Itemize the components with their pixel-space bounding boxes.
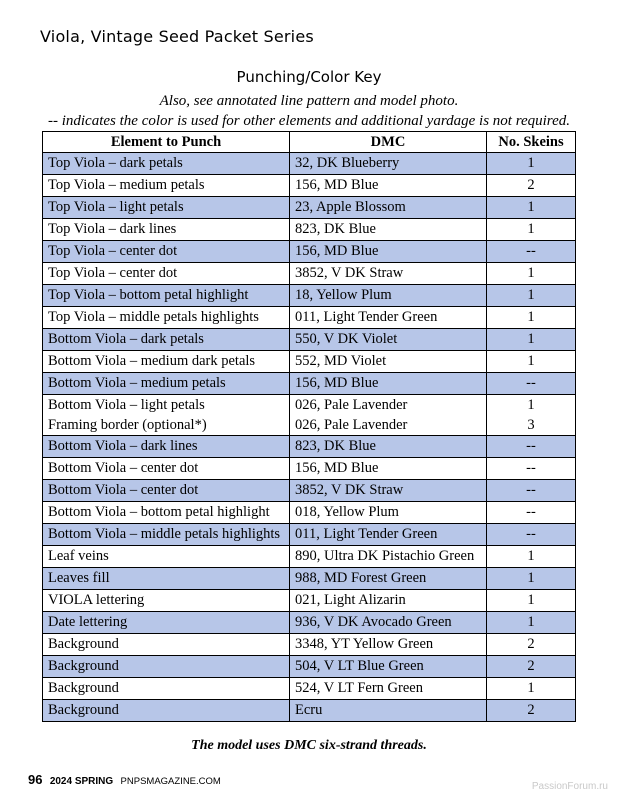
skeins-cell: 1	[487, 197, 576, 219]
dmc-cell: 3852, V DK Straw	[290, 480, 487, 502]
element-cell: Bottom Viola – medium petals	[43, 373, 290, 395]
dmc-line: 026, Pale Lavender	[295, 417, 408, 433]
table-row	[43, 175, 576, 197]
skeins-cell: --	[487, 436, 576, 458]
dmc-cell: Ecru	[290, 700, 487, 722]
dmc-cell: 23, Apple Blossom	[290, 197, 487, 219]
dmc-cell: 890, Ultra DK Pistachio Green	[290, 546, 487, 568]
dmc-cell: 504, V LT Blue Green	[290, 656, 487, 678]
element-cell: Top Viola – middle petals highlights	[43, 307, 290, 329]
skeins-cell: 1	[487, 153, 576, 175]
element-cell: Background	[43, 656, 290, 678]
page-number: 96	[28, 772, 43, 787]
element-cell: Leaves fill	[43, 568, 290, 590]
site-url: PNPSMAGAZINE.COM	[120, 776, 221, 787]
table-row	[43, 219, 576, 241]
element-cell: Top Viola – bottom petal highlight	[43, 285, 290, 307]
dmc-cell: 552, MD Violet	[290, 351, 487, 373]
table-row	[43, 678, 576, 700]
skeins-cell: 2	[487, 634, 576, 656]
element-cell: Date lettering	[43, 612, 290, 634]
element-cell: Bottom Viola – medium dark petals	[43, 351, 290, 373]
skeins-line: 1	[527, 397, 535, 413]
skeins-cell: 1	[487, 678, 576, 700]
table-row-combined	[43, 395, 576, 436]
skeins-cell: 1	[487, 546, 576, 568]
element-cell: Bottom Viola – bottom petal highlight	[43, 502, 290, 524]
dmc-cell: 823, DK Blue	[290, 436, 487, 458]
table-row	[43, 436, 576, 458]
intro-note: Also, see annotated line pattern and model photo.	[159, 93, 459, 109]
element-line: Bottom Viola – light petals	[48, 397, 205, 413]
key-title: Punching/Color Key	[236, 68, 382, 86]
dmc-cell: 156, MD Blue	[290, 175, 487, 197]
element-cell: Top Viola – center dot	[43, 241, 290, 263]
dmc-cell: 011, Light Tender Green	[290, 524, 487, 546]
table-row	[43, 480, 576, 502]
table-row	[43, 153, 576, 175]
element-cell: Leaf veins	[43, 546, 290, 568]
dmc-cell: 550, V DK Violet	[290, 329, 487, 351]
table-row	[43, 197, 576, 219]
element-cell: Background	[43, 700, 290, 722]
element-cell: Bottom Viola – middle petals highlights	[43, 524, 290, 546]
dmc-cell: 011, Light Tender Green	[290, 307, 487, 329]
table-row	[43, 458, 576, 480]
table-row	[43, 351, 576, 373]
dmc-cell: 524, V LT Fern Green	[290, 678, 487, 700]
skeins-cell: --	[487, 502, 576, 524]
skeins-cell: 1	[487, 307, 576, 329]
table-row	[43, 590, 576, 612]
element-cell: Background	[43, 678, 290, 700]
element-cell: Background	[43, 634, 290, 656]
skeins-cell: 1	[487, 568, 576, 590]
table-row	[43, 373, 576, 395]
element-cell: Bottom Viola – dark petals	[43, 329, 290, 351]
skeins-cell: 2	[487, 175, 576, 197]
element-cell: Bottom Viola – dark lines	[43, 436, 290, 458]
page-footer	[28, 772, 221, 787]
element-cell: Top Viola – medium petals	[43, 175, 290, 197]
skeins-cell: 1	[487, 329, 576, 351]
element-cell	[43, 395, 290, 436]
series-title: Viola, Vintage Seed Packet Series	[40, 27, 314, 46]
dmc-cell: 021, Light Alizarin	[290, 590, 487, 612]
table-row	[43, 329, 576, 351]
table-row	[43, 612, 576, 634]
watermark: PassionForum.ru	[531, 781, 608, 792]
skeins-cell	[487, 395, 576, 436]
dmc-cell: 988, MD Forest Green	[290, 568, 487, 590]
dmc-cell: 3852, V DK Straw	[290, 263, 487, 285]
skeins-cell: 2	[487, 700, 576, 722]
element-line: Framing border (optional*)	[48, 417, 207, 433]
dmc-cell	[290, 395, 487, 436]
dmc-cell: 32, DK Blueberry	[290, 153, 487, 175]
skeins-cell: 1	[487, 219, 576, 241]
header-element: Element to Punch	[43, 132, 290, 153]
dmc-cell: 823, DK Blue	[290, 219, 487, 241]
skeins-cell: --	[487, 373, 576, 395]
skeins-cell: --	[487, 480, 576, 502]
element-cell: Top Viola – center dot	[43, 263, 290, 285]
skeins-line: 3	[527, 417, 535, 433]
skeins-cell: --	[487, 524, 576, 546]
skeins-cell: --	[487, 241, 576, 263]
dmc-cell: 156, MD Blue	[290, 458, 487, 480]
skeins-cell: 1	[487, 351, 576, 373]
table-header-row	[43, 132, 576, 153]
issue-label: 2024 SPRING	[49, 776, 114, 787]
table-row	[43, 502, 576, 524]
dmc-cell: 156, MD Blue	[290, 241, 487, 263]
table-row	[43, 546, 576, 568]
element-cell: VIOLA lettering	[43, 590, 290, 612]
thread-footnote: The model uses DMC six-strand threads.	[191, 738, 427, 753]
dmc-cell: 3348, YT Yellow Green	[290, 634, 487, 656]
table-row	[43, 263, 576, 285]
table-row	[43, 700, 576, 722]
dmc-cell: 18, Yellow Plum	[290, 285, 487, 307]
header-skeins: No. Skeins	[487, 132, 576, 153]
table-row	[43, 241, 576, 263]
table-row	[43, 285, 576, 307]
element-cell: Bottom Viola – center dot	[43, 458, 290, 480]
element-cell: Top Viola – dark lines	[43, 219, 290, 241]
skeins-cell: 1	[487, 285, 576, 307]
dmc-cell: 156, MD Blue	[290, 373, 487, 395]
skeins-cell: --	[487, 458, 576, 480]
skeins-cell: 1	[487, 263, 576, 285]
skeins-cell: 1	[487, 612, 576, 634]
table-row	[43, 656, 576, 678]
skeins-cell: 1	[487, 590, 576, 612]
dash-legend-note: -- indicates the color is used for other elements and additional yardage is not required.	[47, 113, 570, 129]
table-row	[43, 524, 576, 546]
color-key-table	[42, 131, 576, 722]
dmc-line: 026, Pale Lavender	[295, 397, 408, 413]
table-row	[43, 568, 576, 590]
dmc-cell: 018, Yellow Plum	[290, 502, 487, 524]
table-row	[43, 307, 576, 329]
header-dmc: DMC	[290, 132, 487, 153]
table-row	[43, 634, 576, 656]
skeins-cell: 2	[487, 656, 576, 678]
element-cell: Bottom Viola – center dot	[43, 480, 290, 502]
dmc-cell: 936, V DK Avocado Green	[290, 612, 487, 634]
element-cell: Top Viola – light petals	[43, 197, 290, 219]
element-cell: Top Viola – dark petals	[43, 153, 290, 175]
